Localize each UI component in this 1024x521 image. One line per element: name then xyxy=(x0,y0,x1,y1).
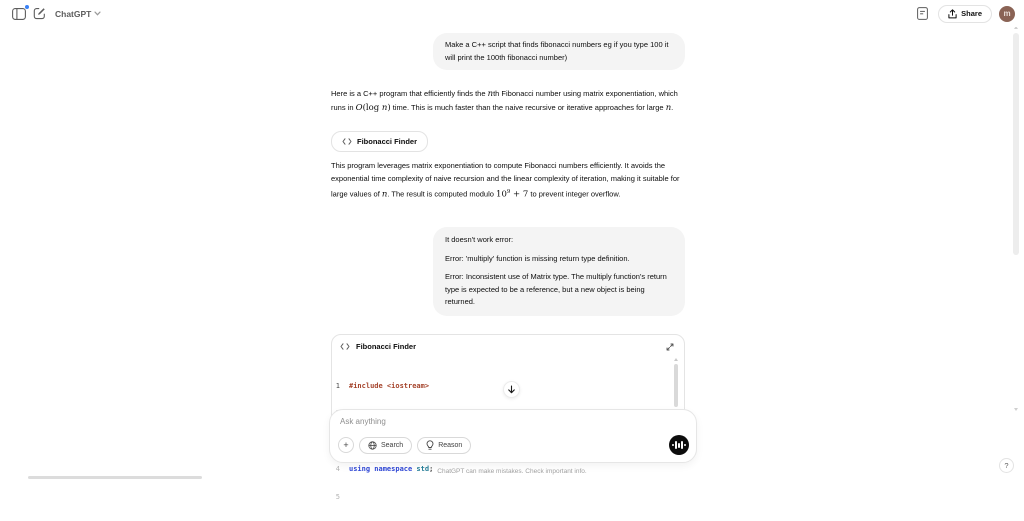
assistant-p2-text: . The result is computed modulo xyxy=(387,189,497,199)
arrow-down-icon xyxy=(507,385,516,394)
canvas-pill-button[interactable] xyxy=(331,131,428,152)
scroll-to-bottom-button[interactable] xyxy=(503,381,520,398)
user-message-2 xyxy=(433,227,685,316)
code-text: using namespace xyxy=(349,465,413,474)
account-avatar[interactable] xyxy=(999,6,1015,22)
composer-toolbar xyxy=(338,435,689,455)
math-n: n xyxy=(381,189,388,200)
lightbulb-icon xyxy=(426,440,434,450)
code-line xyxy=(332,493,670,502)
question-mark-icon: ? xyxy=(1004,461,1009,470)
math-plus-seven: + 7 xyxy=(510,189,529,200)
line-number: 5 xyxy=(335,493,340,502)
sidebar-toggle-icon xyxy=(12,8,26,20)
new-chat-button[interactable] xyxy=(29,4,49,24)
canvas-card-title: Fibonacci Finder xyxy=(356,342,417,351)
disclaimer-text: ChatGPT can make mistakes. Check important info. xyxy=(437,468,587,475)
message-input[interactable]: Ask anything xyxy=(340,417,386,426)
code-icon xyxy=(340,343,350,350)
code-icon xyxy=(342,138,352,145)
assistant-p2-text: This program leverages matrix exponentiation to compute Fibonacci numbers efficiently. It avoids the exponential time complexity of naive recursion and the linear complexity of iteration, making it suitable for large values of xyxy=(331,161,680,199)
attach-button[interactable] xyxy=(338,437,354,453)
assistant-p1-text: . xyxy=(671,103,674,113)
line-number: 1 xyxy=(335,381,340,390)
plus-icon: + xyxy=(343,439,349,450)
user-message-2-line: It doesn't work error: xyxy=(445,235,514,244)
header-bar xyxy=(0,0,1024,27)
reason-label: Reason xyxy=(438,441,463,449)
user-message-1 xyxy=(433,33,685,70)
math-log: (log xyxy=(362,103,382,114)
share-label: Share xyxy=(961,9,982,18)
compose-icon xyxy=(33,7,46,20)
header-left xyxy=(9,4,101,24)
assistant-paragraph-1 xyxy=(331,87,685,116)
code-text: std xyxy=(412,465,430,474)
waveform-icon xyxy=(672,441,686,449)
code-text: #include <iostream> xyxy=(349,381,430,390)
math-ten: 10 xyxy=(496,189,507,200)
assistant-p1-text: time. This is much faster than the naive recursive or iterative approaches for large xyxy=(390,103,666,113)
model-switcher[interactable] xyxy=(55,9,101,19)
assistant-p1-text: Here is a C++ program that efficiently finds the xyxy=(331,89,488,98)
assistant-p2-text: to prevent integer overflow. xyxy=(528,189,621,199)
line-number: 4 xyxy=(335,465,340,474)
header-right xyxy=(912,4,1015,24)
math-O: O xyxy=(355,103,363,114)
globe-icon xyxy=(368,441,377,450)
page-horizontal-scrollbar[interactable] xyxy=(28,476,202,479)
user-message-2-line: Error: 'multiply' function is missing return type definition. xyxy=(445,253,630,263)
math-exponent: 9 xyxy=(506,188,511,195)
math-n: n xyxy=(381,103,388,114)
share-upload-icon xyxy=(948,9,957,19)
message-composer xyxy=(329,409,697,463)
chat-thread xyxy=(331,0,685,502)
help-button[interactable] xyxy=(999,458,1014,473)
expand-canvas-button[interactable] xyxy=(666,343,674,351)
sidebar-toggle-button[interactable] xyxy=(9,4,29,24)
code-line xyxy=(332,382,670,391)
avatar-initial: m xyxy=(1003,9,1011,18)
voice-mode-button[interactable] xyxy=(669,435,689,455)
search-label: Search xyxy=(381,441,404,449)
reason-toggle-button[interactable] xyxy=(417,437,471,454)
assistant-paragraph-2 xyxy=(331,159,685,202)
math-n: n xyxy=(665,103,672,114)
page-scrollbar-down-arrow[interactable] xyxy=(1014,408,1018,411)
code-scrollbar-up-arrow[interactable] xyxy=(674,358,678,361)
math-n: n xyxy=(487,89,494,99)
share-button[interactable] xyxy=(938,5,992,23)
canvas-pill-label: Fibonacci Finder xyxy=(357,137,418,146)
canvas-document-button[interactable] xyxy=(912,4,932,24)
user-message-1-text: Make a C++ script that finds fibonacci numbers eg if you type 100 it will print the 100th fibonacci number) xyxy=(445,40,669,62)
math-paren: ) xyxy=(387,103,391,114)
canvas-card-header xyxy=(332,335,684,355)
document-icon xyxy=(917,7,928,20)
chevron-down-icon xyxy=(94,11,101,16)
user-message-2-line: Error: Inconsistent use of Matrix type. The multiply function's return type is expected to be a reference, but a new object is being returned. xyxy=(445,272,667,306)
code-text: ; xyxy=(429,465,434,474)
search-toggle-button[interactable] xyxy=(359,437,412,454)
app-title: ChatGPT xyxy=(55,8,92,19)
page-vertical-scrollbar[interactable] xyxy=(1013,33,1019,255)
code-scrollbar-thumb[interactable] xyxy=(674,364,678,407)
assistant-p1-text: th Fibonacci number using matrix exponentiation, which runs in xyxy=(331,89,678,113)
